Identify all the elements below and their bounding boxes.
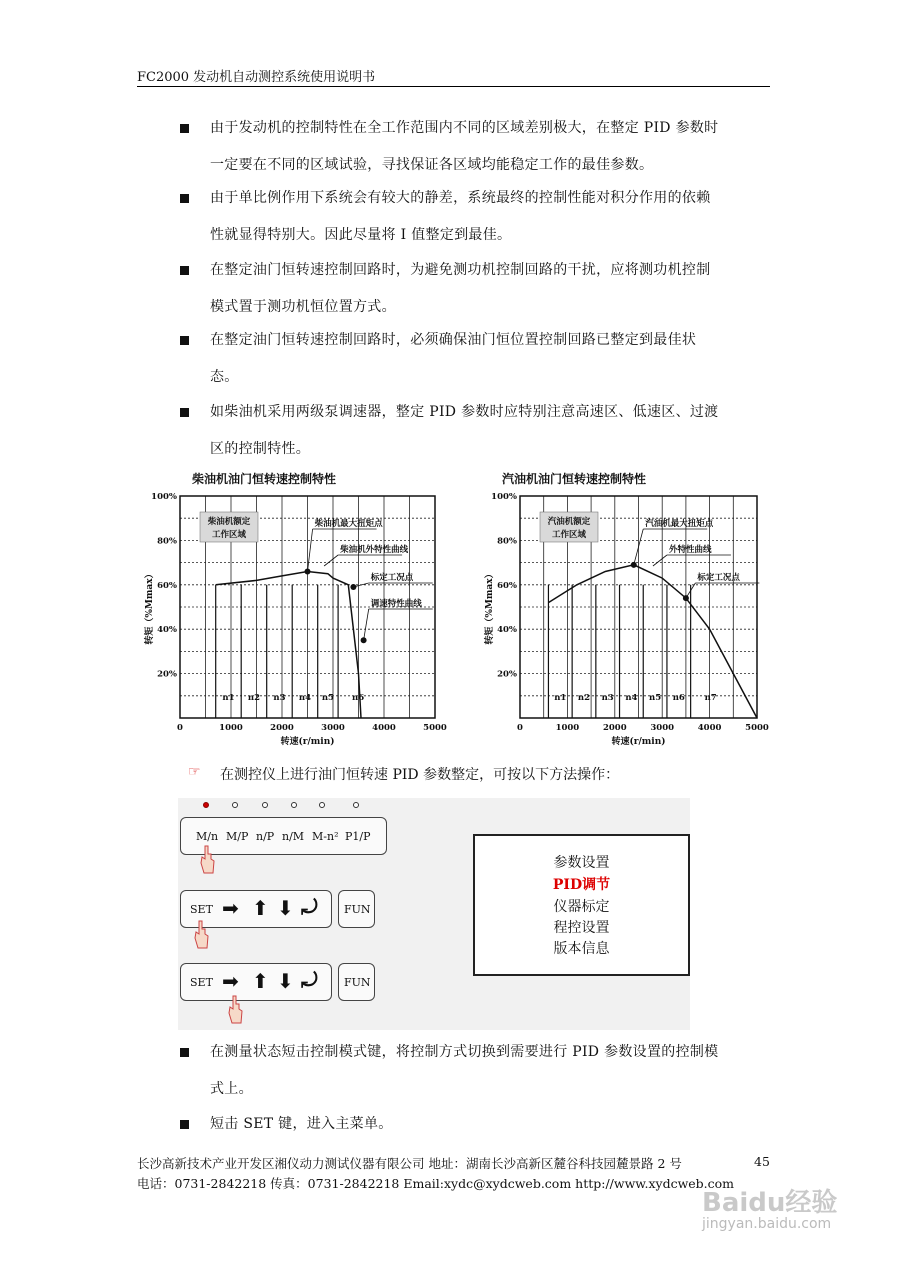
return-key-icon[interactable]: ⤾ — [301, 895, 318, 919]
mode-key-mn[interactable]: M/n — [196, 830, 219, 843]
bullet-line: 一定要在不同的区域试验，寻找保证各区域均能稳定工作的最佳参数。 — [210, 157, 654, 173]
bullet-line: 在整定油门恒转速控制回路时，为避免测功机控制回路的干扰，应将测功机控制 — [210, 262, 711, 278]
y-tick-label: 20% — [497, 669, 517, 680]
y-tick-label: 60% — [497, 580, 517, 591]
y-axis-label: 转矩（%Mmax） — [145, 569, 155, 645]
bullet-line: 短击 SET 键，进入主菜单。 — [210, 1116, 393, 1132]
rated-zone-label: 工作区域 — [211, 530, 247, 540]
speed-band-label: n1 — [554, 693, 567, 704]
down-arrow-key-icon[interactable]: ⬇ — [277, 896, 294, 920]
annotation-leader — [324, 555, 338, 566]
y-tick-label: 100% — [151, 492, 177, 502]
footer-contact: 电话：0731-2842218 传真：0731-2842218 Email:xydc@xydcweb.com http://www.xydcweb.com — [137, 1176, 735, 1191]
speed-band-label: n3 — [601, 693, 614, 704]
up-arrow-key-icon[interactable]: ⬆ — [252, 896, 269, 920]
bullet-item — [180, 110, 780, 184]
header-rule — [137, 86, 770, 87]
annotation-label: 外特性曲线 — [668, 545, 712, 555]
bullet-line: 性就显得特别大。因此尽量将 I 值整定到最佳。 — [210, 227, 512, 243]
bullet-item — [180, 322, 780, 396]
chart-diesel — [138, 486, 448, 748]
speed-band-label: n2 — [247, 693, 261, 704]
mode-led — [232, 802, 238, 808]
x-tick-label: 3000 — [321, 723, 345, 733]
set-key[interactable]: SET — [190, 903, 213, 916]
bullet-line: 由于发动机的控制特性在全工作范围内不同的区域差别极大，在整定 PID 参数时 — [210, 120, 719, 136]
speed-band-label: n3 — [273, 693, 286, 704]
menu-item-program-settings[interactable]: 程控设置 — [553, 920, 610, 936]
y-tick-label: 80% — [157, 536, 177, 547]
x-tick-label: 4000 — [697, 723, 722, 733]
annotation-leader — [353, 583, 368, 587]
bullet-item — [180, 394, 780, 468]
bullet-item — [180, 252, 780, 326]
y-tick-label: 40% — [497, 625, 517, 636]
bullet-line: 区的控制特性。 — [210, 441, 311, 457]
menu-item-version-info[interactable]: 版本信息 — [553, 941, 610, 957]
x-axis-label: 转速(r/min) — [280, 737, 335, 747]
finger-pointer-icon — [226, 995, 244, 1025]
x-tick-label: 0 — [177, 723, 183, 733]
annotation-leader — [653, 555, 667, 566]
x-tick-label: 5000 — [423, 723, 447, 733]
menu-item-pid-tuning[interactable]: PID调节 — [552, 877, 611, 893]
x-tick-label: 2000 — [602, 723, 627, 733]
bullet-item — [180, 1034, 780, 1108]
speed-band-label: n4 — [625, 693, 638, 704]
bullet-line: 式上。 — [210, 1081, 253, 1097]
x-tick-label: 2000 — [270, 723, 294, 733]
bullet-line: 如柴油机采用两级泵调速器，整定 PID 参数时应特别注意高速区、低速区、过渡 — [210, 404, 719, 420]
speed-band-label: n5 — [321, 693, 334, 704]
annotation-label: 调速特性曲线 — [370, 599, 422, 609]
x-tick-label: 1000 — [555, 723, 580, 733]
annotation-label: 标定工况点 — [697, 573, 740, 583]
bullet-square-icon — [180, 1120, 189, 1129]
chart-gasoline — [452, 486, 770, 748]
x-tick-label: 4000 — [372, 723, 396, 733]
set-key[interactable]: SET — [190, 976, 213, 989]
annotation-label: 柴油机最大扭矩点 — [314, 519, 383, 529]
baidu-watermark-logo: Baidu经验 — [702, 1188, 838, 1218]
bullet-square-icon — [180, 408, 189, 417]
pointing-hand-icon: ☞ — [188, 764, 201, 780]
bullet-line: 在测量状态短击控制模式键，将控制方式切换到需要进行 PID 参数设置的控制模 — [210, 1044, 719, 1060]
bullet-line: 由于单比例作用下系统会有较大的静差，系统最终的控制性能对积分作用的依赖 — [210, 190, 711, 206]
speed-band-label: n4 — [298, 693, 312, 704]
mode-led — [291, 802, 297, 808]
finger-pointer-icon — [192, 920, 210, 950]
annotation-marker — [631, 562, 637, 568]
speed-band-label: n6 — [672, 693, 685, 704]
bullet-line: 态。 — [210, 369, 239, 385]
fun-key-label: FUN — [344, 976, 371, 989]
fun-key-label: FUN — [344, 903, 371, 916]
mode-led-active — [203, 802, 209, 808]
bullet-square-icon — [180, 266, 189, 275]
x-tick-label: 3000 — [650, 723, 675, 733]
mode-led — [319, 802, 325, 808]
page-number: 45 — [754, 1154, 770, 1169]
menu-item-param-settings[interactable]: 参数设置 — [553, 855, 610, 871]
annotation-label: 柴油机外特性曲线 — [340, 545, 409, 555]
bullet-item — [180, 180, 780, 254]
y-tick-label: 100% — [491, 492, 517, 502]
annotation-marker — [350, 584, 356, 590]
annotation-leader — [308, 529, 313, 571]
return-key-icon[interactable]: ⤾ — [301, 968, 318, 992]
x-tick-label: 1000 — [219, 723, 243, 733]
menu-display — [473, 834, 690, 976]
x-tick-label: 5000 — [745, 723, 769, 733]
right-arrow-key-icon[interactable]: ➡ — [222, 969, 239, 993]
bullet-line: 模式置于测功机恒位置方式。 — [210, 299, 396, 315]
up-arrow-key-icon[interactable]: ⬆ — [252, 969, 269, 993]
bullet-square-icon — [180, 1048, 189, 1057]
rated-zone-label: 工作区域 — [551, 530, 587, 540]
right-arrow-key-icon[interactable]: ➡ — [222, 896, 239, 920]
chart-title-diesel: 柴油机油门恒转速控制特性 — [192, 472, 337, 486]
menu-item-calibration[interactable]: 仪器标定 — [553, 899, 610, 915]
annotation-label: 标定工况点 — [370, 573, 414, 583]
mode-key-mn2[interactable]: M-n² — [312, 830, 339, 843]
mode-led — [262, 802, 268, 808]
bullet-square-icon — [180, 336, 189, 345]
mode-key-mp[interactable]: M/P — [226, 830, 249, 843]
y-tick-label: 20% — [157, 669, 177, 680]
annotation-label: 汽油机最大扭矩点 — [645, 519, 714, 529]
y-tick-label: 80% — [497, 536, 517, 547]
annotation-leader — [364, 609, 369, 640]
instruction-note-text: 在测控仪上进行油门恒转速 PID 参数整定，可按以下方法操作： — [220, 767, 620, 783]
bullet-line: 在整定油门恒转速控制回路时，必须确保油门恒位置控制回路已整定到最佳状 — [210, 332, 697, 348]
y-tick-label: 40% — [157, 625, 177, 636]
speed-band-label: n7 — [704, 693, 717, 704]
speed-band-label: n2 — [577, 693, 591, 704]
speed-band-label: n5 — [649, 693, 662, 704]
bullet-item — [180, 1106, 780, 1143]
bullet-square-icon — [180, 124, 189, 133]
y-axis-label: 转矩（%Mmax） — [485, 569, 495, 645]
mode-key-nm[interactable]: n/M — [282, 830, 305, 843]
document-header: FC2000 发动机自动测控系统使用说明书 — [137, 70, 376, 85]
mode-key-np[interactable]: n/P — [256, 830, 275, 843]
speed-band-label: n6 — [352, 693, 365, 704]
down-arrow-key-icon[interactable]: ⬇ — [277, 969, 294, 993]
chart-title-gasoline: 汽油机油门恒转速控制特性 — [502, 472, 647, 486]
mode-led — [353, 802, 359, 808]
rated-zone-label: 汽油机额定 — [547, 517, 591, 527]
baidu-watermark-url: jingyan.baidu.com — [702, 1216, 832, 1232]
y-tick-label: 60% — [157, 580, 177, 591]
mode-key-p1p[interactable]: P1/P — [345, 830, 371, 843]
x-tick-label: 0 — [517, 723, 523, 733]
rated-zone-label: 柴油机额定 — [207, 517, 251, 527]
x-axis-label: 转速(r/min) — [611, 737, 666, 747]
bullet-square-icon — [180, 194, 189, 203]
footer-address: 长沙高新技术产业开发区湘仪动力测试仪器有限公司 地址：湖南长沙高新区麓谷科技园麓景路 2 号 — [137, 1156, 682, 1171]
finger-pointer-icon — [198, 845, 216, 875]
speed-band-label: n1 — [222, 693, 235, 704]
